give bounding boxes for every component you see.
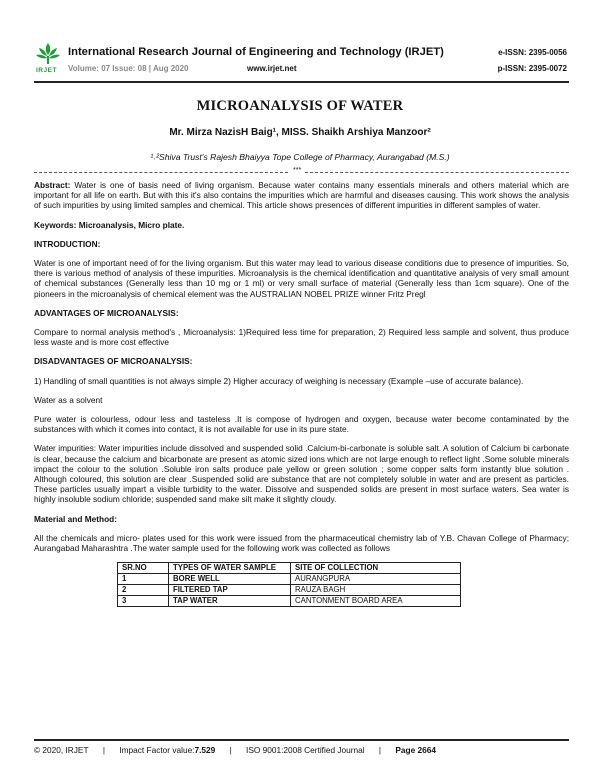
impact-factor bbox=[119, 745, 215, 755]
table-header-cell: SR.NO bbox=[118, 563, 169, 574]
table-cell: 2 bbox=[118, 585, 169, 596]
copyright: © 2020, IRJET bbox=[34, 745, 89, 755]
table-cell: CANTONMENT BOARD AREA bbox=[291, 596, 461, 607]
advantages-heading: ADVANTAGES OF MICROANALYSIS: bbox=[34, 307, 179, 318]
footer-divider bbox=[34, 739, 569, 741]
table-row bbox=[118, 596, 461, 607]
footer-separator: | bbox=[229, 745, 232, 755]
intro-heading: INTRODUCTION: bbox=[34, 238, 101, 249]
method-paragraph: All the chemicals and micro- plates used for this work were issued from the pharmaceutical chemistry lab of Y.B. Chavan College of Pharmacy; Aurangabad Maharashtra .The water sample used for the following work was collected as follows bbox=[34, 532, 569, 554]
section-separator bbox=[34, 168, 569, 176]
disadvantages-heading: DISADVANTAGES OF MICROANALYSIS: bbox=[34, 356, 193, 367]
page-footer bbox=[34, 745, 569, 755]
journal-website-link[interactable]: www.irjet.net bbox=[247, 64, 297, 73]
disadvantages-paragraph: 1) Handling of small quantities is not always simple 2) Higher accuracy of weighing is necessary (Example –use of accurate balance). bbox=[34, 375, 524, 386]
table-cell: AURANGPURA bbox=[291, 574, 461, 585]
journal-header bbox=[34, 40, 569, 80]
table-cell: 3 bbox=[118, 596, 169, 607]
footer-separator: | bbox=[378, 745, 382, 755]
footer-separator: | bbox=[102, 745, 106, 755]
method-heading: Material and Method: bbox=[34, 513, 117, 524]
author-affiliation: ¹˒²Shiva Trust's Rajesh Bhaiyya Tope College of Pharmacy, Aurangabad (M.S.) bbox=[150, 152, 450, 162]
table-cell: FILTERED TAP bbox=[169, 585, 291, 596]
separator-stars: *** bbox=[290, 167, 304, 174]
table-header-cell: SITE OF COLLECTION bbox=[291, 563, 461, 574]
impact-label: Impact Factor value: bbox=[119, 745, 195, 755]
abstract bbox=[34, 180, 569, 211]
abstract-text: Water is one of basis need of living organism. Because water contains many essentials minerals and others material which are important for all life on earth. But with this it's also contains the impurities which are harmful and diseases causing. This work shows the analysis of such impurities by using limited samples and chemical. This article shows presences of different impurities in different samples of water. bbox=[34, 180, 569, 211]
table-cell: 1 bbox=[118, 574, 169, 585]
irjet-logo-icon bbox=[34, 40, 62, 78]
volume-issue: Volume: 07 Issue: 08 | Aug 2020 bbox=[68, 64, 189, 73]
header-divider bbox=[34, 81, 569, 83]
abstract-label: Abstract: bbox=[34, 180, 71, 190]
iso-certification: ISO 9001:2008 Certified Journal bbox=[246, 745, 365, 755]
table-header-cell: TYPES OF WATER SAMPLE bbox=[169, 563, 291, 574]
article-body bbox=[34, 180, 569, 607]
journal-title: International Research Journal of Engineering and Technology (IRJET) bbox=[68, 46, 444, 58]
table-row bbox=[118, 585, 461, 596]
water-samples-table bbox=[117, 562, 461, 607]
table-cell: RAUZA BAGH bbox=[291, 585, 461, 596]
solvent-paragraph: Pure water is colourless, odour less and tasteless .It is compose of hydrogen and oxygen, because water become contaminated by the substances with which it comes into contact, it is not available for use in its pure state. bbox=[34, 414, 569, 435]
article-title: MICROANALYSIS OF WATER bbox=[196, 98, 404, 114]
p-issn: p-ISSN: 2395-0072 bbox=[497, 64, 567, 73]
intro-paragraph: Water is one of important need of for the living organism. But this water may lead to various disease conditions due to presence of impurities. So, there is various method of analysis of these impurities. Microanalysis is the chemical identification and quantitative analysis of very small amount of chemical substances (Generally less than 10 mg or 1 ml) or very small surface of material (Generally less than 1cm square). One of the pioneers in the microanalysis of chemical element was the AUSTRALIAN NOBEL PRIZE winner Fritz Pregl bbox=[34, 258, 569, 299]
advantages-paragraph: Compare to normal analysis method's , Microanalysis: 1)Required less time for preparation, 2) Required less sample and solvent, thus produce less waste and is more cost effective bbox=[34, 327, 569, 348]
page-number: Page 2664 bbox=[395, 745, 436, 755]
e-issn: e-ISSN: 2395-0056 bbox=[498, 48, 567, 57]
table-cell: BORE WELL bbox=[169, 574, 291, 585]
impact-value: 7.529 bbox=[194, 745, 216, 755]
logo-text: IRJET bbox=[36, 67, 57, 74]
impurities-paragraph: Water impurities: Water impurities include dissolved and suspended solid .Calcium-bi-carbonate is soluble salt. A solution of Calcium bi carbonate is clear, because the calcium and bicarbonate are present as atomic sized ions which are not large enough to reflect light .Some soluble minerals impact the colour to the solution .Soluble iron salts produce pale yellow or green solution ; some copper salts form instantly blue solution . Although coloured, this solution are clear .Suspended solid are substance that are not completely soluble in water and are present as particles. These particles usually impart a visible turbidity to the water. Dissolve and suspended solids are present in most surface waters. Sea water is highly insoluble sodium chloride; suspended sand make silt make it slightly cloudy. bbox=[34, 443, 569, 505]
table-row bbox=[118, 574, 461, 585]
table-header-row bbox=[118, 563, 461, 574]
keywords: Keywords: Microanalysis, Micro plate. bbox=[34, 219, 185, 230]
solvent-heading: Water as a solvent bbox=[34, 394, 103, 405]
article-authors: Mr. Mirza NazisH Baig¹, MISS. Shaikh Arshiya Manzoor² bbox=[169, 127, 431, 138]
table-cell: TAP WATER bbox=[169, 596, 291, 607]
